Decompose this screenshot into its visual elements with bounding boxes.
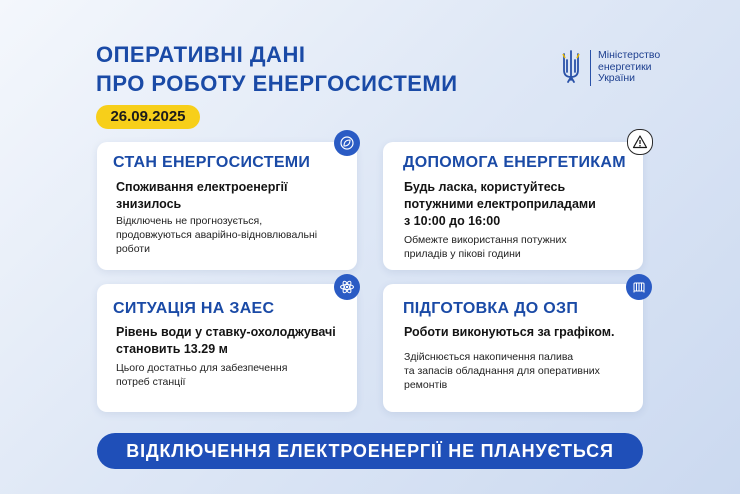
- card-help-energy-workers: [383, 142, 643, 270]
- title-line-1: ОПЕРАТИВНІ ДАНІ: [96, 42, 306, 67]
- card-title: ДОПОМОГА ЕНЕРГЕТИКАМ: [403, 154, 626, 171]
- trident-icon: [560, 50, 582, 84]
- ministry-name: [598, 50, 660, 85]
- card-grid-status: [97, 142, 357, 270]
- ministry-line-1: Міністерство: [598, 49, 661, 61]
- card-title: СТАН ЕНЕРГОСИСТЕМИ: [113, 154, 311, 171]
- card-title: ПІДГОТОВКА ДО ОЗП: [403, 300, 579, 317]
- atom-icon: [334, 274, 360, 300]
- page-title: [96, 40, 458, 98]
- date-badge: 26.09.2025: [96, 105, 200, 129]
- card-sub-text: Обмежте використання потужних приладів у пікові години: [404, 234, 567, 260]
- warning-icon: [627, 129, 653, 155]
- ministry-divider: [590, 50, 591, 86]
- title-line-2: ПРО РОБОТУ ЕНЕРГОСИСТЕМИ: [96, 71, 458, 96]
- radiator-icon: [626, 274, 652, 300]
- card-title: СИТУАЦІЯ НА ЗАЕС: [113, 300, 275, 317]
- card-sub-text: Цього достатньо для забезпечення потреб станції: [116, 362, 288, 388]
- energy-leaf-icon: [334, 130, 360, 156]
- no-outages-banner: ВІДКЛЮЧЕННЯ ЕЛЕКТРОЕНЕРГІЇ НЕ ПЛАНУЄТЬСЯ: [97, 433, 643, 469]
- card-main-text: Роботи виконуються за графіком.: [404, 325, 615, 339]
- card-zaporizhzhia-npp: [97, 284, 357, 412]
- card-main-text: Споживання електроенергії знизилось: [116, 180, 288, 211]
- card-main-text: Будь ласка, користуйтесь потужними електроприладами з 10:00 до 16:00: [404, 180, 596, 228]
- card-heating-season-prep: [383, 284, 643, 412]
- ministry-line-3: України: [598, 72, 636, 84]
- card-sub-text: Здійснюється накопичення палива та запасів обладнання для оперативних ремонтів: [404, 351, 600, 391]
- card-sub-text: Відключень не прогнозується, продовжуються аварійно-відновлювальні роботи: [116, 215, 318, 255]
- card-main-text: Рівень води у ставку-охолоджувачі становить 13.29 м: [116, 325, 336, 356]
- ministry-line-2: енергетики: [598, 60, 652, 73]
- ministry-logo: [560, 50, 660, 86]
